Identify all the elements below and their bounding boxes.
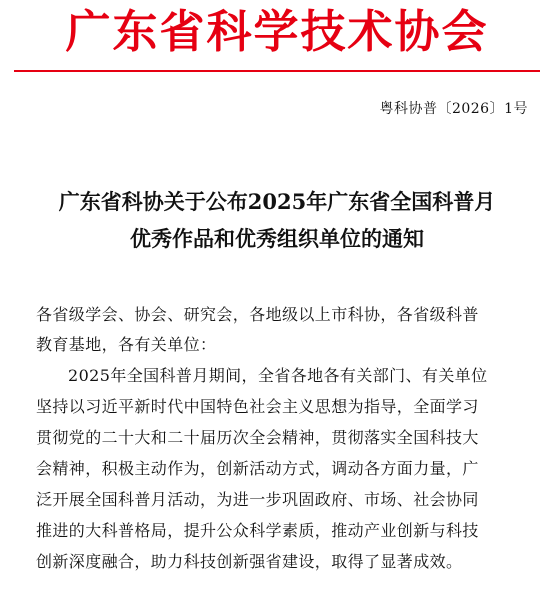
salutation-line-2: 教育基地，各有关单位： xyxy=(36,335,217,354)
body-paragraph-line-2: 坚持以习近平新时代中国特色社会主义思想为指导，全面学习 xyxy=(36,397,479,416)
body-paragraph-line-1: 2025年全国科普月期间，全省各地各有关部门、有关单位 xyxy=(68,366,488,385)
document-title-line-1: 广东省科协关于公布2025年广东省全国科普月 xyxy=(58,189,496,214)
document-number: 粤科协普〔2026〕1号 xyxy=(379,101,528,117)
salutation-line-1: 各省级学会、协会、研究会，各地级以上市科协，各省级科普 xyxy=(36,305,479,324)
body-paragraph-line-3: 贯彻党的二十大和二十届历次全会精神，贯彻落实全国科技大 xyxy=(36,428,479,447)
letterhead-red-rule xyxy=(14,70,540,72)
body-paragraph-line-5: 泛开展全国科普月活动，为进一步巩固政府、市场、社会协同 xyxy=(36,490,479,509)
body-paragraph-line-7: 创新深度融合，助力科技创新强省建设，取得了显著成效。 xyxy=(36,552,463,571)
body-paragraph-line-4: 会精神，积极主动作为，创新活动方式，调动各方面力量，广 xyxy=(36,459,479,478)
document-title-line-2: 优秀作品和优秀组织单位的通知 xyxy=(130,226,424,251)
body-paragraph-line-6: 推进的大科普格局，提升公众科学素质，推动产业创新与科技 xyxy=(36,521,479,540)
letterhead-org-name: 广东省科学技术协会 xyxy=(65,5,489,58)
